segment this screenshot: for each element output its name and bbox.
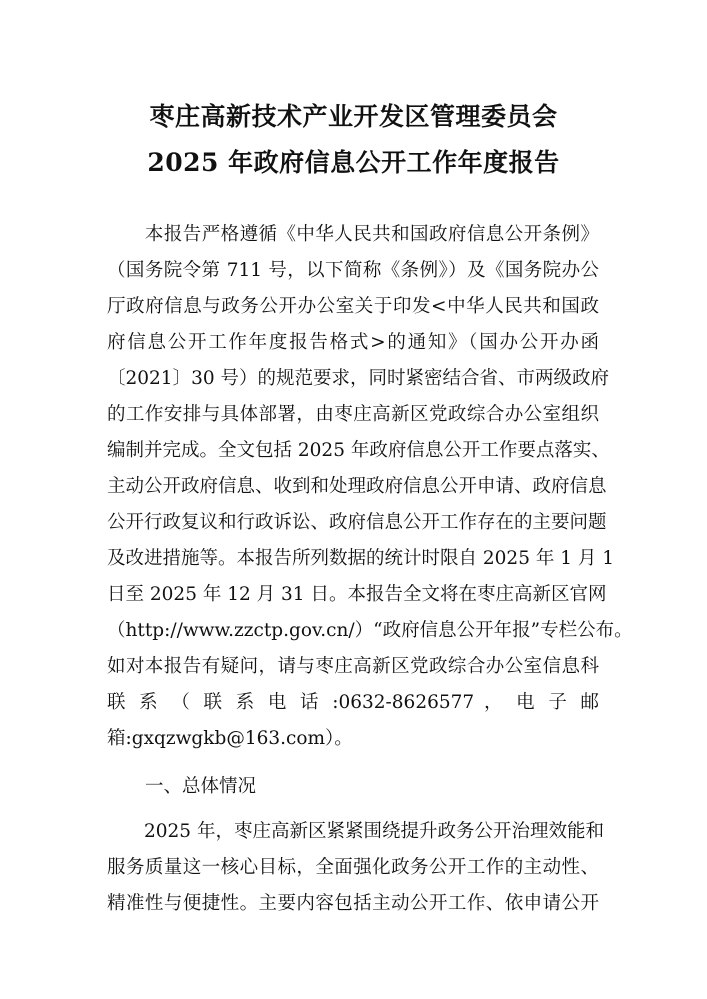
intro-line-9: 公开行政复议和行政诉讼、政府信息公开工作存在的主要问题 xyxy=(107,512,607,533)
intro-line-5: 〔2021〕30 号）的规范要求，同时紧密结合省、市两级政府 xyxy=(107,368,610,389)
section-heading-overview: 一、总体情况 xyxy=(145,776,257,797)
intro-line-7: 编制并完成。全文包括 2025 年政府信息公开工作要点落实、 xyxy=(107,440,610,461)
intro-line-3: 厅政府信息与政务公开办公室关于印发<中华人民共和国政 xyxy=(107,296,599,317)
intro-line-11: 日至 2025 年 12 月 31 日。本报告全文将在枣庄高新区官网 xyxy=(107,584,607,605)
intro-line-2: （国务院令第 711 号，以下简称《条例》）及《国务院办公 xyxy=(107,260,599,281)
document-title-line-2: 2025 年政府信息公开工作年度报告 xyxy=(147,148,560,177)
document-title-line-1: 枣庄高新技术产业开发区管理委员会 xyxy=(149,102,558,131)
intro-line-6: 的工作安排与具体部署，由枣庄高新区党政综合办公室组织 xyxy=(107,404,599,425)
section1-line-1: 2025 年，枣庄高新区紧紧围绕提升政务公开治理效能和 xyxy=(107,821,604,842)
intro-line-15: 箱:gxqzwgkb@163.com）。 xyxy=(107,728,353,749)
intro-line-8: 主动公开政府信息、收到和处理政府信息公开申请、政府信息 xyxy=(107,476,607,497)
intro-line-14: 联 系 （ 联 系 电 话 :0632-8626577 ， 电 子 邮 xyxy=(107,692,599,713)
section1-line-3: 精准性与便捷性。主要内容包括主动公开工作、依申请公开 xyxy=(107,893,599,914)
intro-line-4: 府信息公开工作年度报告格式>的通知》（国办公开办函 xyxy=(107,332,599,353)
intro-line-12: （http://www.zzctp.gov.cn/）“政府信息公开年报”专栏公布。 xyxy=(107,620,633,641)
intro-line-1: 本报告严格遵循《中华人民共和国政府信息公开条例》 xyxy=(107,224,599,245)
section1-line-2: 服务质量这一核心目标，全面强化政务公开工作的主动性、 xyxy=(107,857,599,878)
intro-line-13: 如对本报告有疑问，请与枣庄高新区党政综合办公室信息科 xyxy=(107,656,599,677)
intro-line-10: 及改进措施等。本报告所列数据的统计时限自 2025 年 1 月 1 xyxy=(107,548,615,569)
